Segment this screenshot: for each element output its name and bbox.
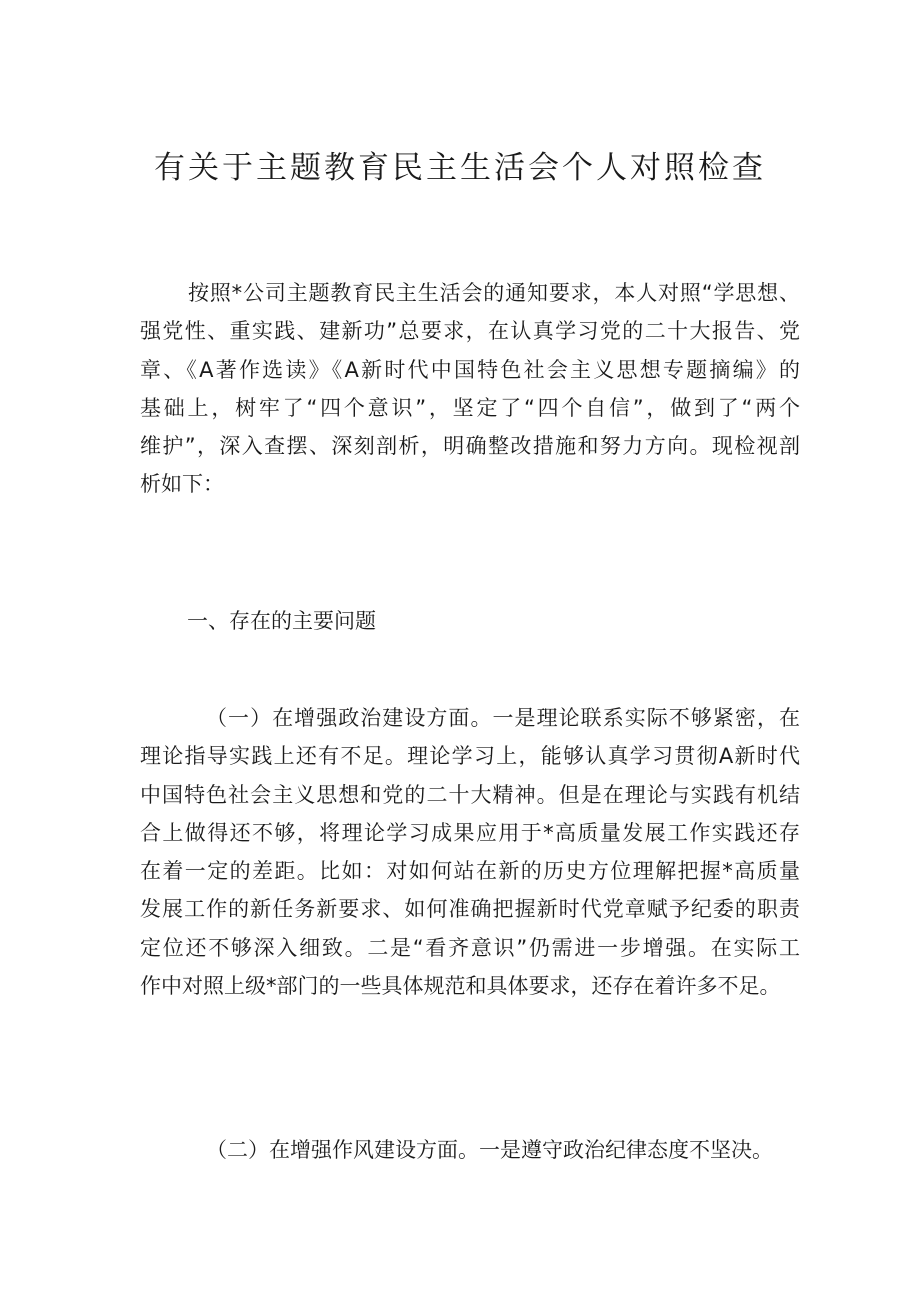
document-title: 有关于主题教育民主生活会个人对照检查 bbox=[154, 150, 766, 186]
subsection-2-paragraph bbox=[140, 1131, 800, 1169]
paragraph-line: （二）在增强作风建设方面。一是遵守政治纪律态度不坚决。 bbox=[206, 1138, 773, 1162]
subsection-1-paragraph bbox=[140, 699, 800, 1005]
paragraph-line: 中国特色社会主义思想和党的二十大精神。但是在理论与实践有机结 bbox=[140, 782, 800, 807]
paragraph-line: 按照*公司主题教育民主生活会的通知要求，本人对照“学思想、 bbox=[188, 281, 800, 305]
paragraph-line: 维护”，深入查摆、深刻剖析，明确整改措施和努力方向。现检视剖 bbox=[140, 434, 800, 459]
paragraph-line: 析如下： bbox=[140, 472, 224, 497]
section-heading: 一、存在的主要问题 bbox=[187, 609, 376, 633]
intro-paragraph bbox=[140, 274, 800, 504]
paragraph-line: 发展工作的新任务新要求、如何准确把握新时代党章赋予纪委的职责 bbox=[140, 897, 800, 922]
paragraph-line: 基础上，树牢了“四个意识”，坚定了“四个自信”，做到了“两个 bbox=[140, 395, 800, 420]
paragraph-line: （一）在增强政治建设方面。一是理论联系实际不够紧密，在 bbox=[206, 706, 800, 730]
paragraph-line: 理论指导实践上还有不足。理论学习上，能够认真学习贯彻A新时代 bbox=[140, 744, 800, 769]
paragraph-line: 强党性、重实践、建新功”总要求，在认真学习党的二十大报告、党 bbox=[140, 319, 800, 344]
paragraph-line: 作中对照上级*部门的一些具体规范和具体要求，还存在着许多不足。 bbox=[140, 974, 781, 999]
paragraph-line: 在着一定的差距。比如：对如何站在新的历史方位理解把握*高质量 bbox=[140, 859, 800, 884]
paragraph-line: 章、《A著作选读》《A新时代中国特色社会主义思想专题摘编》的 bbox=[140, 357, 800, 382]
paragraph-line: 定位还不够深入细致。二是“看齐意识”仍需进一步增强。在实际工 bbox=[140, 935, 800, 960]
paragraph-line: 合上做得还不够，将理论学习成果应用于*高质量发展工作实践还存 bbox=[140, 820, 800, 845]
